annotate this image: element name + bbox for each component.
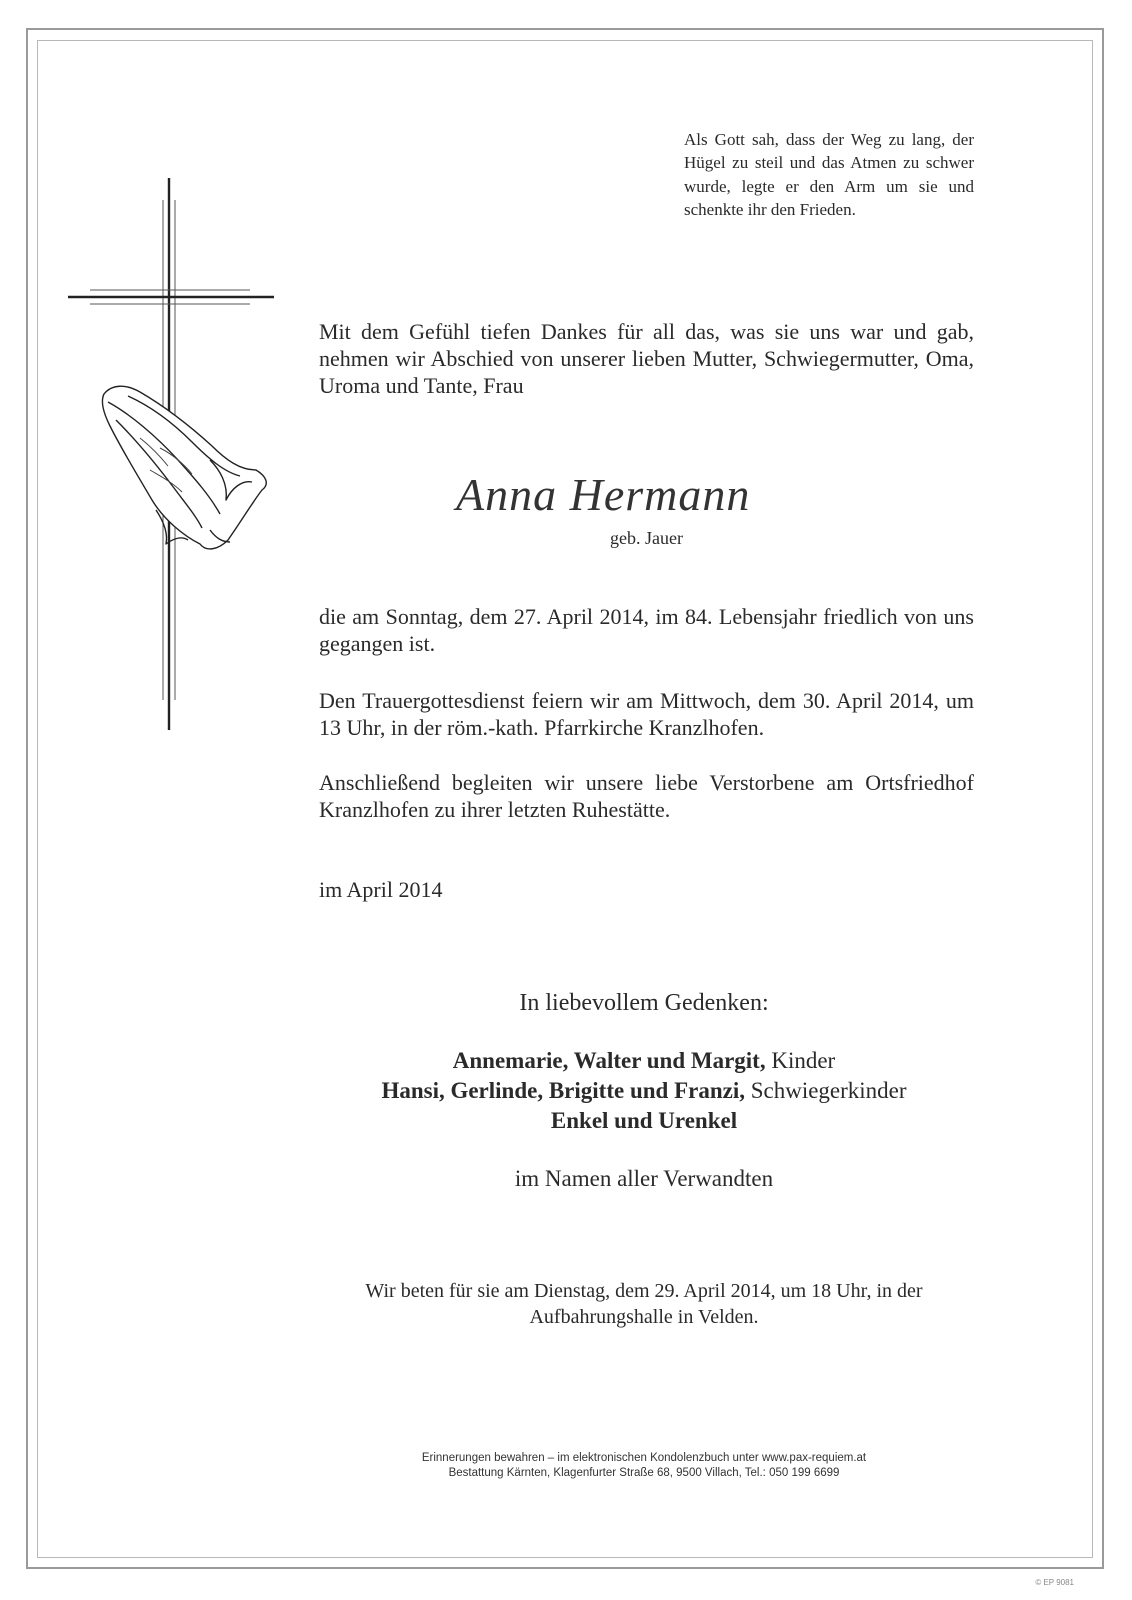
funeral-home-address: Bestattung Kärnten, Klagenfurter Straße 68, 9500 Villach, Tel.: 050 199 6699 [448,1467,840,1479]
relatives-line: im Namen aller Verwandten [514,1166,774,1191]
motto-quote: Als Gott sah, dass der Weg zu lang, der Hügel zu steil und das Atmen zu schwer wurde, legte er den Arm um sie und schenkte ihr den Frieden. [684,130,974,219]
deceased-name: Anna Hermann [456,469,751,520]
survivor-line: Annemarie, Walter und Margit, Kinder [452,1048,836,1073]
praying-hands-icon [102,386,266,549]
death-paragraph: die am Sonntag, dem 27. April 2014, im 84. Lebensjahr friedlich von uns gegangen ist. [319,604,974,656]
place-date: im April 2014 [319,877,443,902]
condolence-link-text: Erinnerungen bewahren – im elektronischen Kondolenzbuch unter www.pax-requiem.at [421,1452,867,1464]
cross-icon [60,170,280,740]
survivor-line: Hansi, Gerlinde, Brigitte und Franzi, Schwiegerkinder [381,1078,907,1103]
intro-text: Mit dem Gefühl tiefen Dankes für all das, was sie uns war und gab, nehmen wir Abschied von unserer lieben Mutter, Schwiegermutter, Oma, Uroma und Tante, Frau [319,319,974,398]
service-paragraph: Den Trauergottesdienst feiern wir am Mittwoch, dem 30. April 2014, um 13 Uhr, in der röm.-kath. Pfarrkirche Kranzlhofen. [319,688,974,740]
prayer-notice: Wir beten für sie am Dienstag, dem 29. April 2014, um 18 Uhr, in der Aufbahrungshalle in Velden. [365,1280,923,1328]
burial-paragraph: Anschließend begleiten wir unsere liebe Verstorbene am Ortsfriedhof Kranzlhofen zu ihrer letzten Ruhestätte. [319,770,974,822]
birth-name: geb. Jauer [610,528,683,548]
form-code: © EP 9081 [1035,1578,1074,1587]
memory-heading: In liebevollem Gedenken: [519,990,769,1016]
footer [200,1451,1088,1481]
survivor-line: Enkel und Urenkel [550,1108,738,1133]
survivors-list [200,1046,1088,1136]
